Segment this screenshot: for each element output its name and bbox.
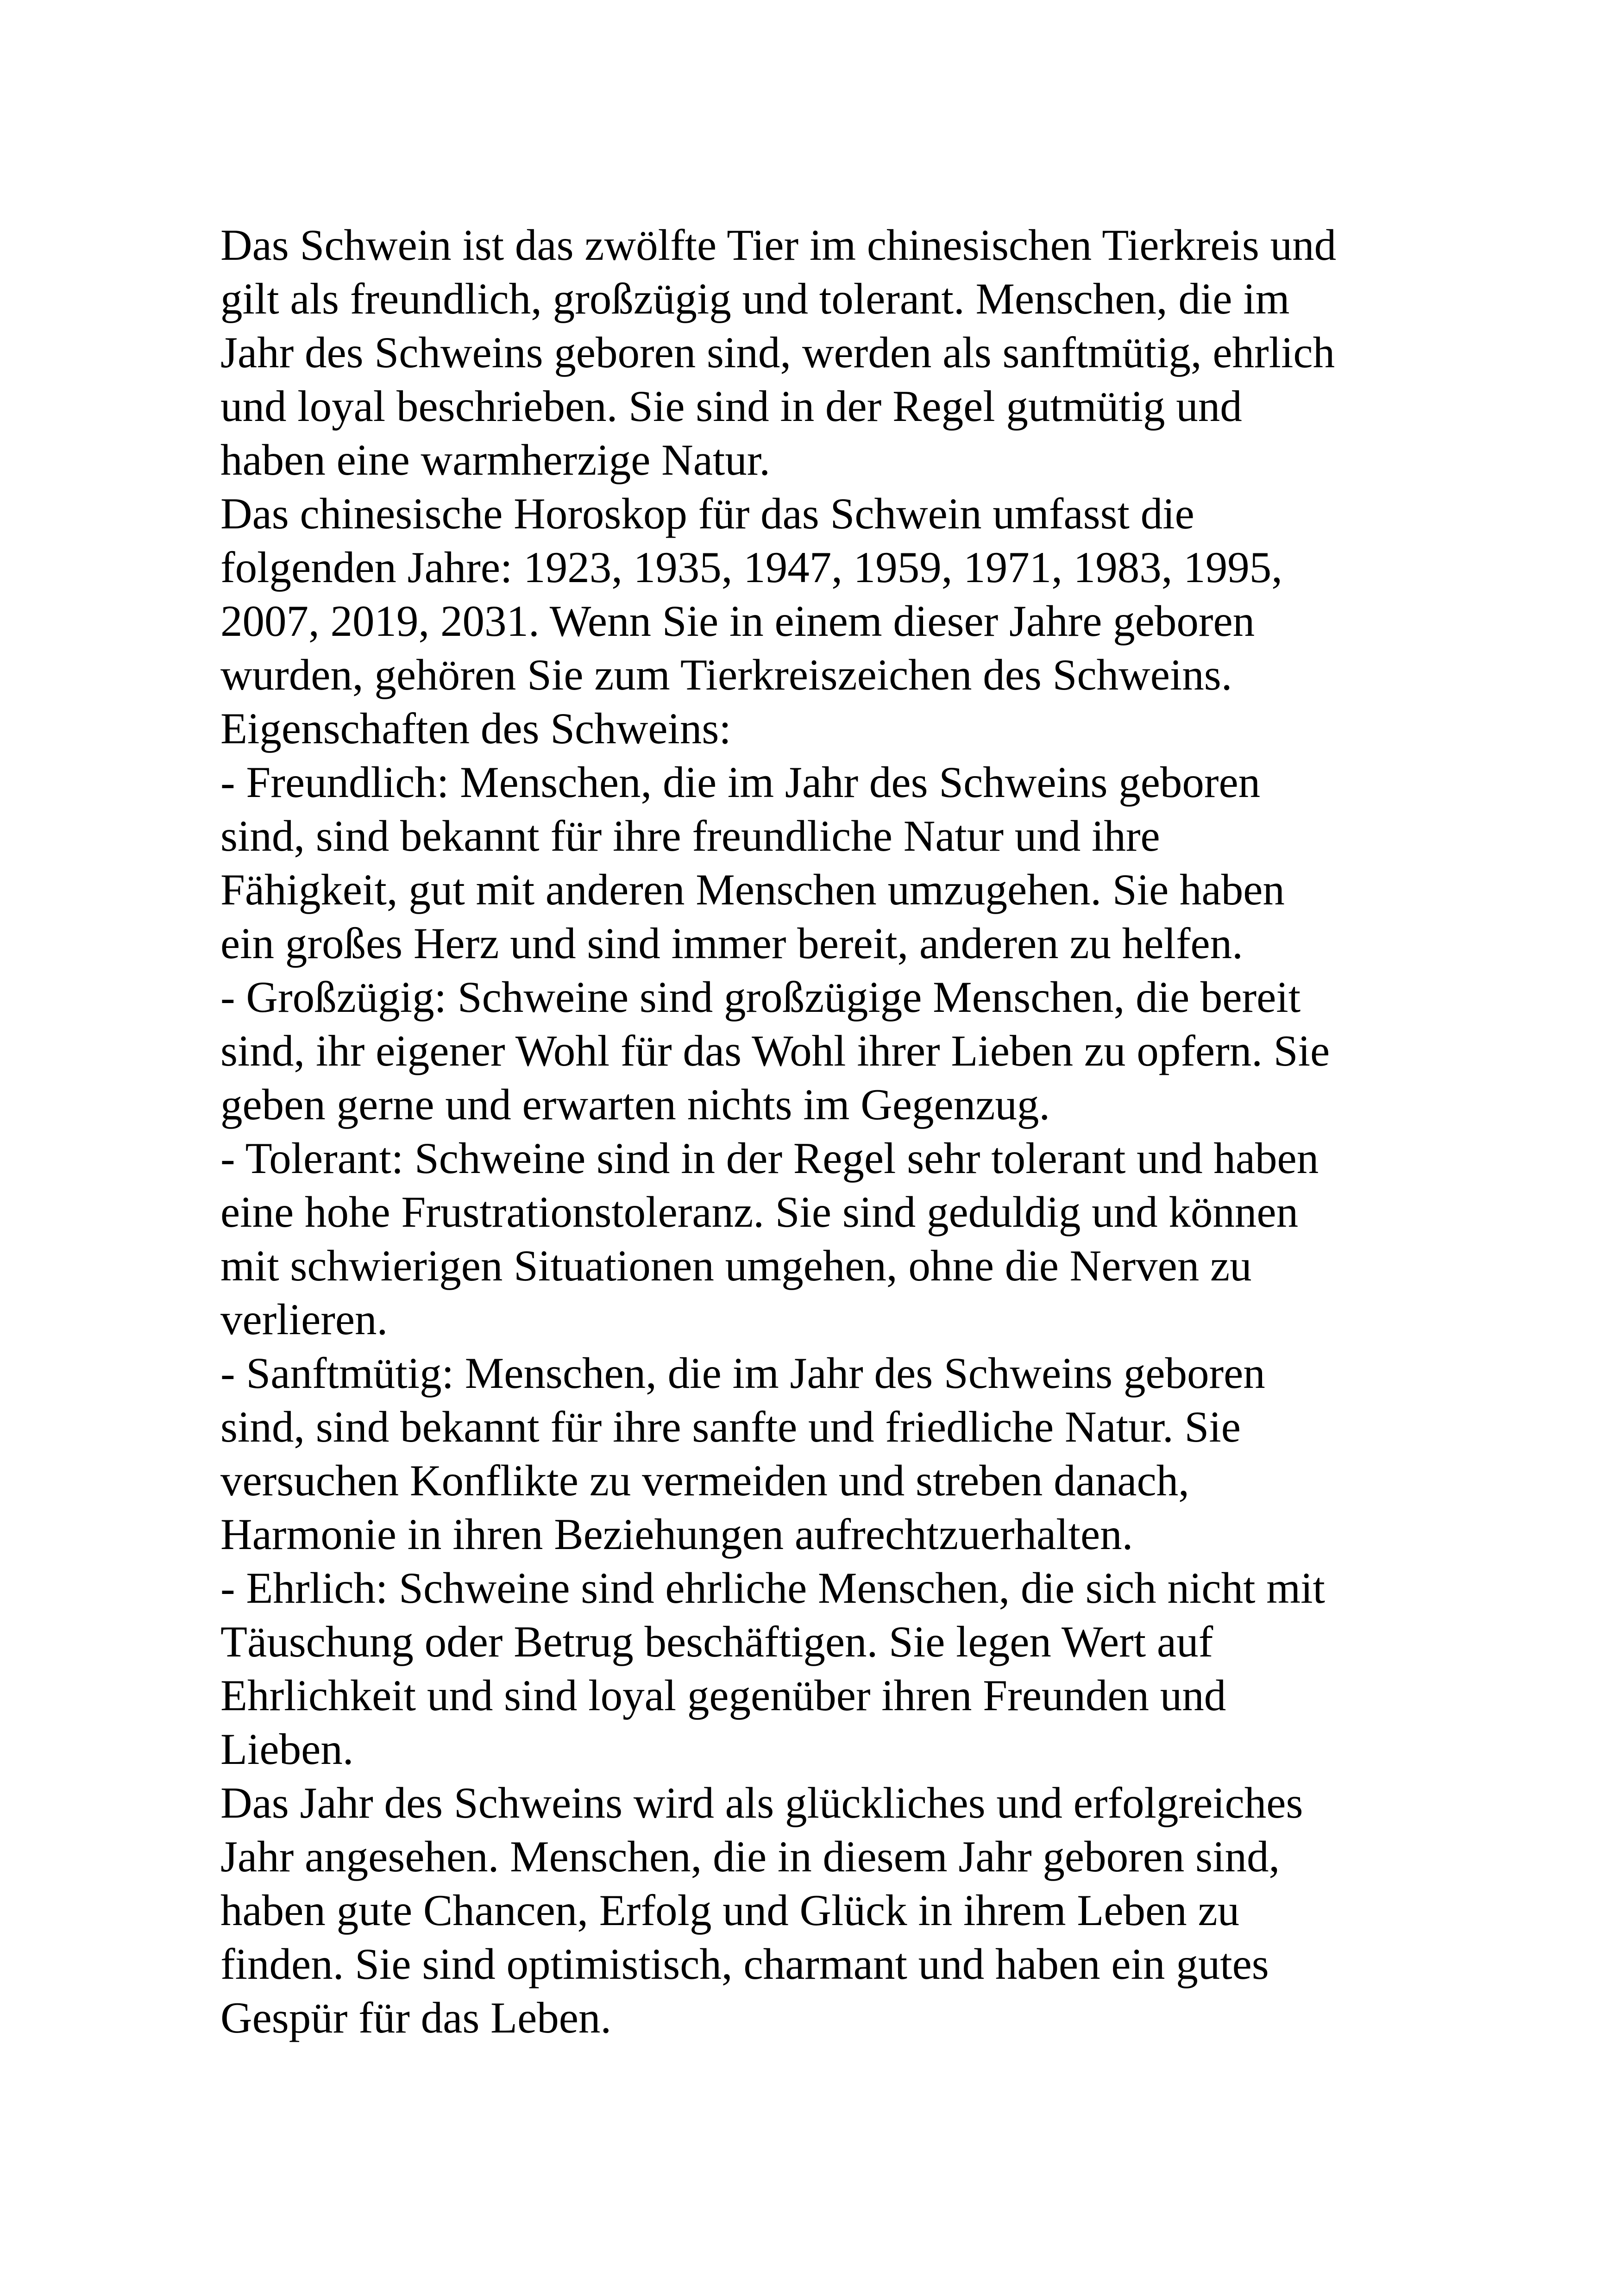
text-line: finden. Sie sind optimistisch, charmant und haben ein gutes [220, 1939, 1269, 1989]
text-line: und loyal beschrieben. Sie sind in der Regel gutmütig und [220, 382, 1242, 431]
text-line: Harmonie in ihren Beziehungen aufrechtzuerhalten. [220, 1510, 1133, 1559]
text-line: Fähigkeit, gut mit anderen Menschen umzugehen. Sie haben [220, 865, 1285, 914]
text-line: Jahr des Schweins geboren sind, werden als sanftmütig, ehrlich [220, 328, 1335, 377]
text-line: verlieren. [220, 1295, 388, 1344]
text-line: wurden, gehören Sie zum Tierkreiszeichen des Schweins. [220, 650, 1232, 699]
text-line: gilt als freundlich, großzügig und tolerant. Menschen, die im [220, 274, 1290, 323]
text-line: sind, sind bekannt für ihre sanfte und friedliche Natur. Sie [220, 1402, 1241, 1451]
text-line: Eigenschaften des Schweins: [220, 704, 731, 753]
text-line: Das chinesische Horoskop für das Schwein umfasst die [220, 489, 1194, 538]
text-line: Lieben. [220, 1725, 354, 1774]
text-line: eine hohe Frustrationstoleranz. Sie sind geduldig und können [220, 1187, 1299, 1236]
text-line: mit schwierigen Situationen umgehen, ohne die Nerven zu [220, 1241, 1252, 1290]
text-line: versuchen Konflikte zu vermeiden und streben danach, [220, 1456, 1189, 1505]
text-line: - Großzügig: Schweine sind großzügige Menschen, die bereit [220, 972, 1301, 1022]
text-line: haben gute Chancen, Erfolg und Glück in ihrem Leben zu [220, 1886, 1240, 1935]
text-line: - Freundlich: Menschen, die im Jahr des Schweins geboren [220, 758, 1261, 807]
text-line: sind, sind bekannt für ihre freundliche Natur und ihre [220, 811, 1160, 860]
text-line: sind, ihr eigener Wohl für das Wohl ihrer Lieben zu opfern. Sie [220, 1026, 1330, 1075]
text-line: geben gerne und erwarten nichts im Gegenzug. [220, 1080, 1050, 1129]
text-line: Das Jahr des Schweins wird als glückliches und erfolgreiches [220, 1778, 1303, 1827]
text-line: ein großes Herz und sind immer bereit, anderen zu helfen. [220, 919, 1243, 968]
text-line: Jahr angesehen. Menschen, die in diesem Jahr geboren sind, [220, 1832, 1280, 1881]
text-line: haben eine warmherzige Natur. [220, 435, 770, 484]
text-line: 2007, 2019, 2031. Wenn Sie in einem dieser Jahre geboren [220, 596, 1255, 646]
text-line: folgenden Jahre: 1923, 1935, 1947, 1959, 1971, 1983, 1995, [220, 543, 1282, 592]
text-line: - Sanftmütig: Menschen, die im Jahr des Schweins geboren [220, 1349, 1265, 1398]
text-line: Gespür für das Leben. [220, 1993, 612, 2042]
text-line: - Ehrlich: Schweine sind ehrliche Menschen, die sich nicht mit [220, 1563, 1325, 1612]
text-line: Das Schwein ist das zwölfte Tier im chinesischen Tierkreis und [220, 220, 1337, 270]
text-line: Täuschung oder Betrug beschäftigen. Sie legen Wert auf [220, 1617, 1213, 1666]
text-line: Ehrlichkeit und sind loyal gegenüber ihren Freunden und [220, 1671, 1226, 1720]
text-line: - Tolerant: Schweine sind in der Regel sehr tolerant und haben [220, 1134, 1319, 1183]
body-text [220, 218, 1425, 2045]
